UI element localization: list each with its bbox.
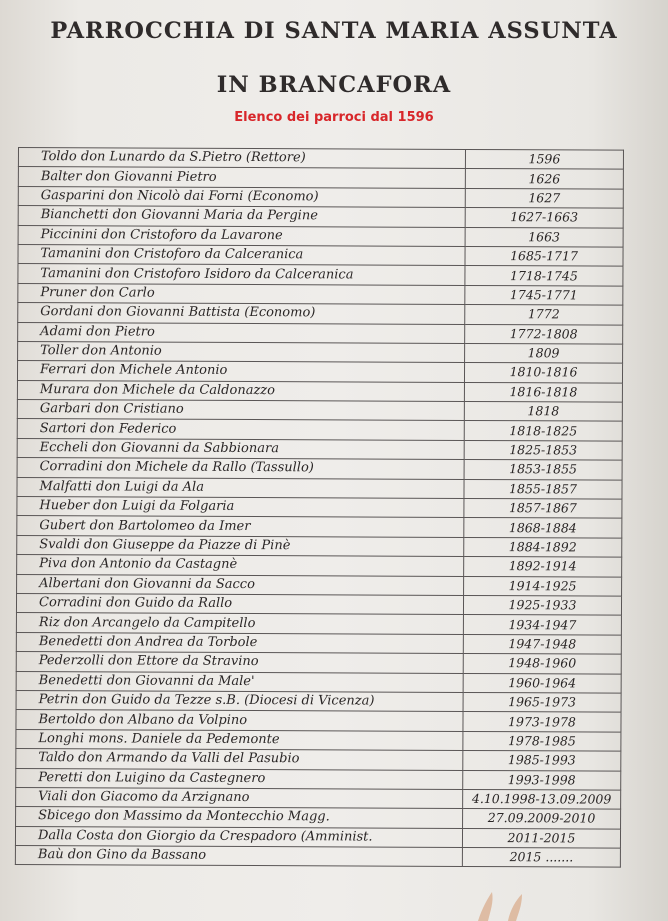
priest-years: 1853-1855 xyxy=(464,460,622,480)
priest-name: Pederzolli don Ettore da Stravino xyxy=(16,652,463,673)
table-row xyxy=(18,148,623,170)
priest-years: 27.09.2009-2010 xyxy=(463,809,621,829)
priest-name: Gubert don Bartolomeo da Imer xyxy=(17,516,464,537)
priest-years: 2011-2015 xyxy=(462,828,620,848)
table-row xyxy=(17,535,622,557)
table-row xyxy=(16,749,621,771)
priest-years: 1960-1964 xyxy=(463,673,621,693)
priest-years: 1685-1717 xyxy=(465,246,623,266)
priest-years: 1626 xyxy=(465,169,623,189)
table-row xyxy=(18,225,623,247)
table-row xyxy=(17,361,622,383)
priest-name: Corradini don Michele da Rallo (Tassullo) xyxy=(17,458,464,479)
priest-years: 1627 xyxy=(465,188,623,208)
table-row xyxy=(16,710,621,732)
subtitle: Elenco dei parroci dal 1596 xyxy=(234,110,434,125)
table-row xyxy=(18,283,623,305)
priest-name: Piccinini don Cristoforo da Lavarone xyxy=(18,225,465,246)
priest-name: Piva don Antonio da Castagnè xyxy=(17,555,464,576)
priest-years: 1818 xyxy=(464,402,622,422)
priest-name: Baù don Gino da Bassano xyxy=(15,846,462,867)
priest-years: 1596 xyxy=(465,149,623,169)
table-row xyxy=(18,167,623,189)
priest-name: Garbari don Cristiano xyxy=(17,400,464,421)
priest-years: 1884-1892 xyxy=(464,537,622,557)
table-row xyxy=(16,671,621,693)
table-row xyxy=(17,574,622,596)
table-row xyxy=(17,419,622,441)
priest-name: Svaldi don Giuseppe da Piazze di Pinè xyxy=(17,535,464,556)
priest-years: 1973-1978 xyxy=(463,712,621,732)
priests-table-body xyxy=(15,148,623,868)
priest-name: Ferrari don Michele Antonio xyxy=(17,361,464,382)
table-row xyxy=(16,807,621,829)
priest-years: 1825-1853 xyxy=(464,440,622,460)
table-row xyxy=(18,303,623,325)
priest-name: Albertani don Giovanni da Sacco xyxy=(17,574,464,595)
table-row xyxy=(18,322,623,344)
priest-name: Longhi mons. Daniele da Pedemonte xyxy=(16,729,463,750)
priest-name: Bertoldo don Albano da Volpino xyxy=(16,710,463,731)
table-row xyxy=(17,497,622,519)
priest-years: 1772 xyxy=(465,305,623,325)
priest-name: Benedetti don Giovanni da Male' xyxy=(16,671,463,692)
priest-name: Riz don Arcangelo da Campitello xyxy=(16,613,463,634)
table-row xyxy=(18,206,623,228)
priest-name: Dalla Costa don Giorgio da Crespadoro (Amminist. xyxy=(15,826,462,847)
table-row xyxy=(16,652,621,674)
priest-name: Balter don Giovanni Pietro xyxy=(18,167,465,188)
priest-name: Sartori don Federico xyxy=(17,419,464,440)
decorative-shadow xyxy=(470,888,530,921)
priests-table xyxy=(15,147,624,868)
table-row xyxy=(17,477,622,499)
priest-name: Toller don Antonio xyxy=(18,341,465,362)
priest-name: Toldo don Lunardo da S.Pietro (Rettore) xyxy=(18,148,465,169)
priest-name: Corradini don Guido da Rallo xyxy=(16,593,463,614)
priest-name: Bianchetti don Giovanni Maria da Pergine xyxy=(18,206,465,227)
priest-years: 1925-1933 xyxy=(463,595,621,615)
priest-years: 1772-1808 xyxy=(465,324,623,344)
priest-years: 1857-1867 xyxy=(464,498,622,518)
priest-name: Malfatti don Luigi da Ala xyxy=(17,477,464,498)
priest-name: Hueber don Luigi da Folgaria xyxy=(17,497,464,518)
priest-years: 1978-1985 xyxy=(463,731,621,751)
table-row xyxy=(16,593,621,615)
priest-name: Murara don Michele da Caldonazzo xyxy=(17,380,464,401)
priest-years: 1810-1816 xyxy=(464,363,622,383)
priest-years: 1914-1925 xyxy=(464,576,622,596)
priest-name: Tamanini don Cristoforo Isidoro da Calceranica xyxy=(18,264,465,285)
title-line-2: IN BRANCAFORA xyxy=(216,72,452,98)
table-row xyxy=(15,826,620,848)
priest-years: 1947-1948 xyxy=(463,634,621,654)
table-row xyxy=(18,341,623,363)
table-row xyxy=(16,787,621,809)
table-row xyxy=(16,768,621,790)
table-row xyxy=(17,458,622,480)
priest-years: 1948-1960 xyxy=(463,654,621,674)
priest-years: 2015 ....... xyxy=(462,848,620,868)
priest-name: Tamanini don Cristoforo da Calceranica xyxy=(18,244,465,265)
priest-years: 4.10.1998-13.09.2009 xyxy=(463,789,621,809)
table-row xyxy=(17,380,622,402)
priest-years: 1985-1993 xyxy=(463,751,621,771)
priest-name: Adami don Pietro xyxy=(18,322,465,343)
priest-name: Taldo don Armando da Valli del Pasubio xyxy=(16,749,463,770)
priest-name: Gasparini don Nicolò dai Forni (Economo) xyxy=(18,186,465,207)
table-row xyxy=(17,438,622,460)
title-line-1: PARROCCHIA DI SANTA MARIA ASSUNTA xyxy=(50,18,618,44)
priest-name: Petrin don Guido da Tezze s.B. (Diocesi di Vicenza) xyxy=(16,690,463,711)
table-row xyxy=(16,690,621,712)
priest-years: 1892-1914 xyxy=(464,557,622,577)
table-row xyxy=(18,244,623,266)
priest-years: 1818-1825 xyxy=(464,421,622,441)
priest-name: Gordani don Giovanni Battista (Economo) xyxy=(18,303,465,324)
priest-name: Viali don Giacomo da Arzignano xyxy=(16,787,463,808)
priest-years: 1745-1771 xyxy=(465,285,623,305)
table-row xyxy=(18,264,623,286)
priest-years: 1627-1663 xyxy=(465,208,623,228)
table-row xyxy=(16,632,621,654)
priest-years: 1816-1818 xyxy=(464,382,622,402)
table-row xyxy=(17,555,622,577)
priest-name: Benedetti don Andrea da Torbole xyxy=(16,632,463,653)
priest-years: 1809 xyxy=(465,343,623,363)
priest-years: 1855-1857 xyxy=(464,479,622,499)
table-row xyxy=(16,613,621,635)
priest-years: 1663 xyxy=(465,227,623,247)
priest-name: Pruner don Carlo xyxy=(18,283,465,304)
table-row xyxy=(17,516,622,538)
priest-name: Sbicego don Massimo da Montecchio Magg. xyxy=(16,807,463,828)
priest-name: Peretti don Luigino da Castegnero xyxy=(16,768,463,789)
table-row xyxy=(15,846,620,868)
priest-name: Eccheli don Giovanni da Sabbionara xyxy=(17,438,464,459)
table-row xyxy=(17,400,622,422)
priest-years: 1993-1998 xyxy=(463,770,621,790)
priest-years: 1965-1973 xyxy=(463,692,621,712)
priest-years: 1934-1947 xyxy=(463,615,621,635)
priest-years: 1868-1884 xyxy=(464,518,622,538)
priest-years: 1718-1745 xyxy=(465,266,623,286)
table-row xyxy=(18,186,623,208)
table-row xyxy=(16,729,621,751)
